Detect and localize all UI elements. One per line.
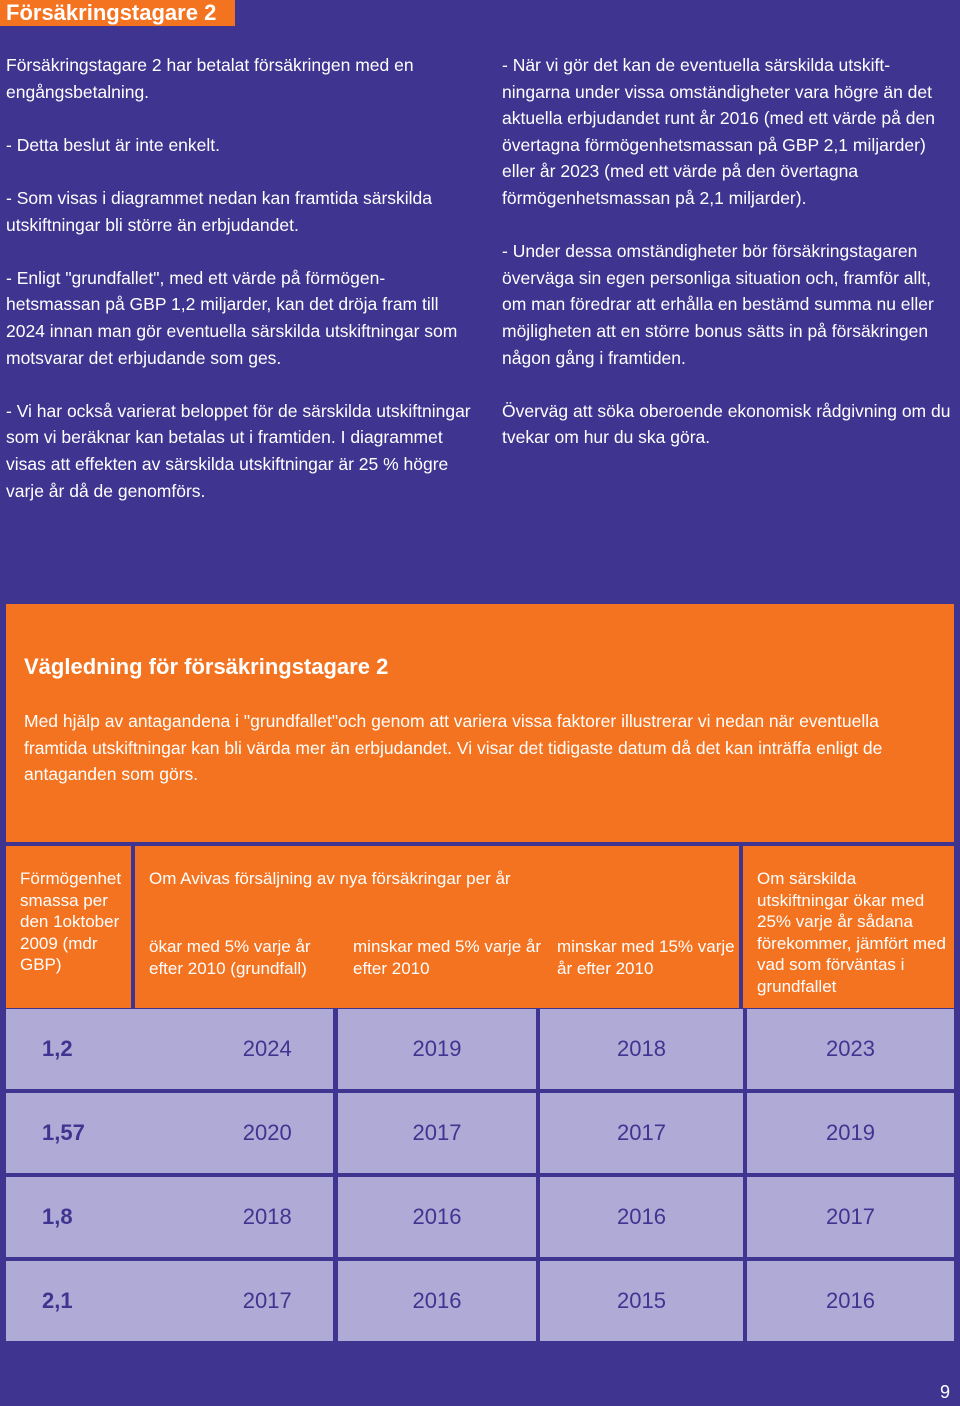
paragraph: - Under dessa omständigheter bör försäkringstagaren överväga sin egen personliga situation och, framför allt, om man föredrar att erhålla en bestämd summa nu eller möjligheten att en större bonus sätts in på försäkringen någon gång i framtiden. <box>502 241 934 368</box>
table-cell: 2017 <box>540 1093 743 1173</box>
asset-value: 1,57 <box>42 1120 85 1145</box>
table-cell: 2016 <box>747 1261 954 1341</box>
table-row <box>6 1177 333 1257</box>
table-cell: 2017 <box>338 1093 536 1173</box>
asset-value: 2,1 <box>42 1288 73 1313</box>
paragraph: Försäkringstagare 2 har betalat försäkringen med en engångsbetalning. <box>6 55 414 102</box>
title-bar <box>0 0 235 26</box>
table-subheader: minskar med 15% varje år efter 2010 <box>557 937 735 978</box>
paragraph: - När vi gör det kan de eventuella särskilda utskift-ningarna under vissa omständigheter vara högre än det aktuella erbjudandet runt år 2016 (med ett värde på den övertagna förmögenhetsmassan på GBP 2,1 miljarder) eller år 2023 (med ett värde på den övertagna förmögenhetsmassan på 2,1 miljarder). <box>502 55 935 208</box>
paragraph: - Som visas i diagrammet nedan kan framtida särskilda utskiftningar bli större än erbjudandet. <box>6 187 433 235</box>
table-group-title: Om Avivas försäljning av nya försäkringar per år <box>149 869 511 888</box>
paragraph: Överväg att söka oberoende ekonomisk rådgivning om du tvekar om hur du ska göra. <box>502 400 951 448</box>
table-cell: 2016 <box>540 1177 743 1257</box>
page-number: 9 <box>940 1382 951 1402</box>
table-cell: 2018 <box>540 1009 743 1089</box>
table-cell: 2023 <box>747 1009 954 1089</box>
table-cell: 2024 <box>242 1036 292 1061</box>
table-cell: 2018 <box>242 1204 292 1229</box>
table-row <box>6 1009 333 1089</box>
guidance-title: Vägledning för försäkringstagare 2 <box>24 654 389 679</box>
paragraph: - Detta beslut är inte enkelt. <box>6 134 220 155</box>
paragraph: - Enligt "grundfallet", med ett värde på förmögen-hetsmassan på GBP 1,2 miljarder, kan det dröja fram till 2024 innan man gör eventuella särskilda utskiftningar som motsvarar det erbjudande som ges. <box>6 267 458 368</box>
right-column <box>502 52 957 478</box>
table-cell: 2017 <box>242 1288 292 1313</box>
table-row <box>6 1261 333 1341</box>
page-title: Försäkringstagare 2 <box>6 0 217 25</box>
table-header-group <box>135 846 739 1008</box>
table-header-asset: Förmögenhet smassa per den 1oktober 2009 (mdr GBP) <box>6 846 131 1008</box>
table-subheader: minskar med 5% varje år efter 2010 <box>353 937 542 978</box>
table-row <box>6 1093 333 1173</box>
table-header-special: Om särskilda utskiftningar ökar med 25% varje år sådana förekommer, jämfört med vad som förväntas i grundfallet <box>743 846 954 1008</box>
table-cell: 2016 <box>338 1261 536 1341</box>
table-cell: 2016 <box>338 1177 536 1257</box>
asset-value: 1,8 <box>42 1204 73 1229</box>
table-cell: 2015 <box>540 1261 743 1341</box>
table-cell: 2020 <box>242 1120 292 1145</box>
asset-value: 1,2 <box>42 1036 73 1061</box>
table-cell: 2019 <box>747 1093 954 1173</box>
guidance-text: Med hjälp av antagandena i "grundfallet"och genom att variera vissa faktorer illustrerar vi nedan när eventuella framtida utskiftningar kan bli värda mer än erbjudandet. Vi visar det tidigaste datum då det kan inträffa enligt de antaganden som görs. <box>24 711 883 785</box>
guidance-box <box>6 604 954 842</box>
table-subheader: ökar med 5% varje år efter 2010 (grundfall) <box>149 937 311 978</box>
paragraph: - Vi har också varierat beloppet för de särskilda utskiftningar som vi beräknar kan betalas ut i framtiden. I diagrammet visas att effekten av särskilda utskiftningar är 25 % högre varje år då de genomförs. <box>6 400 471 501</box>
table-cell: 2019 <box>338 1009 536 1089</box>
table-cell: 2017 <box>747 1177 954 1257</box>
left-column <box>6 52 476 531</box>
